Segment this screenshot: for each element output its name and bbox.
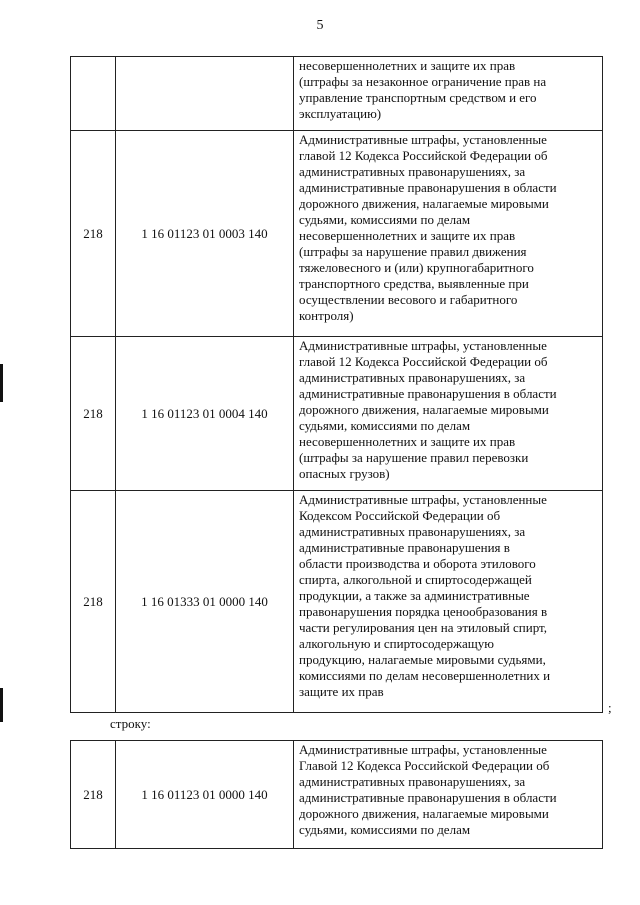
description-text: Административные штрафы, установленные Главой 12 Кодекса Российской Федерации об административных правонарушениях, за административные правонарушения в области дорожного движения, налагаемые мировыми судьями, комиссиями по делам [299, 742, 557, 837]
table-row [71, 337, 603, 491]
admin-code-cell: 218 [71, 337, 116, 491]
table-row [71, 57, 603, 131]
admin-code-cell: 218 [71, 131, 116, 337]
description-cell [294, 131, 603, 337]
replacement-caption: строку: [110, 716, 151, 731]
description-text: Административные штрафы, установленные главой 12 Кодекса Российской Федерации об административных правонарушениях, за административные правонарушения в области дорожного движения, налагаемые мировыми судьями, комиссиями по делам несовершеннолетних и защите их прав (штрафы за нарушение правил движения тяжеловесного и (или) крупногабаритного транспортного средства, выявленные при осуществлении весового и габаритного контроля) [299, 132, 557, 323]
admin-code-cell [71, 57, 116, 131]
budget-code-cell: 1 16 01123 01 0000 140 [116, 741, 294, 849]
description-cell [294, 741, 603, 849]
scan-edge-mark [0, 688, 3, 722]
description-text: несовершеннолетних и защите их прав (штрафы за незаконное ограничение прав на управление транспортным средством и его эксплуатацию) [299, 58, 547, 121]
admin-code-cell: 218 [71, 491, 116, 713]
table-row [71, 131, 603, 337]
description-text: Административные штрафы, установленные главой 12 Кодекса Российской Федерации об административных правонарушениях, за административные правонарушения в области дорожного движения, налагаемые мировыми судьями, комиссиями по делам несовершеннолетних и защите их прав (штрафы за нарушение правил перевозки опасных грузов) [299, 338, 557, 481]
table-row [71, 491, 603, 713]
admin-code-cell: 218 [71, 741, 116, 849]
description-text: Административные штрафы, установленные Кодексом Российской Федерации об административных правонарушениях, за административные правонарушения в области производства и оборота этилового спирта, алкогольной и спиртосодержащей продукции, а также за административные правонарушения порядка ценообразования в части регулирования цен на этиловый спирт, алкогольную и спиртосодержащую продукцию, налагаемые мировыми судьями, комиссиями по делам несовершеннолетних и защите их прав [299, 492, 551, 699]
table-row [71, 741, 603, 849]
description-cell [294, 57, 603, 131]
budget-code-table [70, 56, 603, 713]
budget-code-cell: 1 16 01333 01 0000 140 [116, 491, 294, 713]
description-cell [294, 337, 603, 491]
scan-edge-mark [0, 364, 3, 402]
description-cell [294, 491, 603, 713]
budget-code-cell: 1 16 01123 01 0004 140 [116, 337, 294, 491]
budget-code-cell [116, 57, 294, 131]
replacement-row-table [70, 740, 603, 849]
page-number: 5 [316, 18, 324, 33]
row-end-semicolon: ; [608, 700, 612, 715]
budget-code-cell: 1 16 01123 01 0003 140 [116, 131, 294, 337]
